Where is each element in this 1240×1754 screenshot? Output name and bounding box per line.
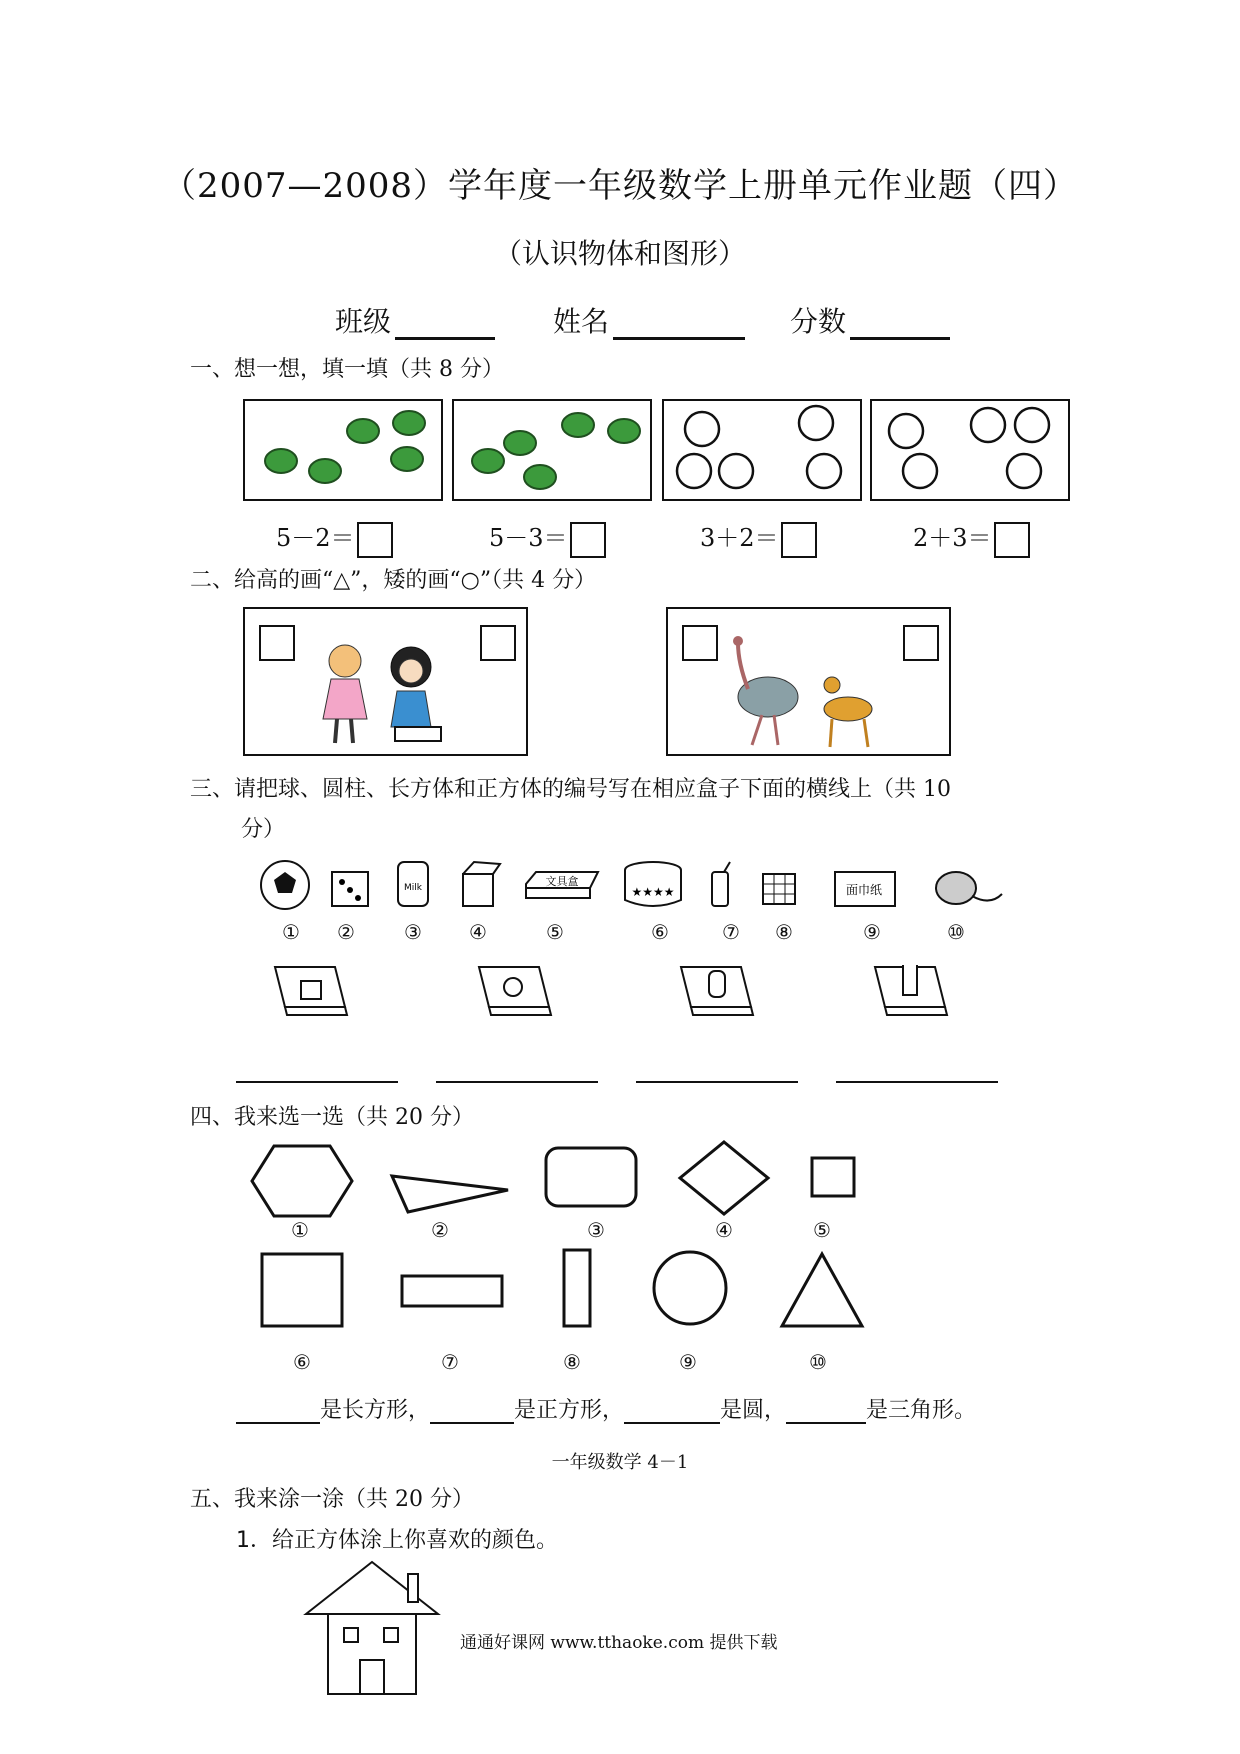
drum-icon xyxy=(625,862,681,906)
shapes-grid xyxy=(240,1138,880,1358)
chick-group-icon xyxy=(664,401,860,499)
can-icon xyxy=(712,862,730,906)
answer-blank[interactable] xyxy=(624,1400,720,1424)
equation-4: 2＋3＝ xyxy=(913,518,1030,558)
answer-box[interactable] xyxy=(682,625,718,661)
chicks-box-1 xyxy=(662,399,862,501)
yarn-ball-icon xyxy=(936,872,1002,904)
turtles-box-1 xyxy=(243,399,443,501)
milk-text: Milk xyxy=(404,883,422,893)
section5-question-1: 1．给正方体涂上你喜欢的颜色。 xyxy=(236,1528,558,1553)
rectangle-shape xyxy=(402,1276,502,1306)
class-blank[interactable] xyxy=(395,307,495,340)
small-square-shape xyxy=(812,1158,854,1196)
answer-box[interactable] xyxy=(781,522,817,558)
hexagon-shape xyxy=(252,1146,352,1216)
cuboid-tray-icon xyxy=(875,965,947,1015)
watermark-text: 通通好课网 www.tthaoke.com 提供下载 xyxy=(460,1633,778,1653)
object-label-8: ⑧ xyxy=(775,920,793,944)
score-field[interactable] xyxy=(790,300,950,340)
shape-label-2: ② xyxy=(431,1218,449,1242)
section3-heading-line1: 三、请把球、圆柱、长方体和正方体的编号写在相应盒子下面的横线上（共 10 xyxy=(190,777,951,802)
girls-picture-box xyxy=(243,607,528,756)
shape-classification-line: 是长方形， 是正方形， 是圆， 是三角形。 xyxy=(236,1393,976,1424)
stars-decoration: ★★★★ xyxy=(631,885,675,899)
answer-line-cuboid[interactable] xyxy=(836,1081,998,1083)
score-label: 分数 xyxy=(790,305,847,338)
object-label-6: ⑥ xyxy=(651,920,669,944)
answer-box[interactable] xyxy=(480,625,516,661)
tissue-text: 面巾纸 xyxy=(845,883,883,897)
answer-line-sphere[interactable] xyxy=(436,1081,598,1083)
shape-label-3: ③ xyxy=(587,1218,605,1242)
object-label-7: ⑦ xyxy=(722,920,740,944)
name-blank[interactable] xyxy=(613,307,745,340)
answer-box[interactable] xyxy=(259,625,295,661)
shape-label-10: ⑩ xyxy=(809,1350,827,1374)
stationery-text: 文具盒 xyxy=(545,875,579,888)
equation-1: 5－2＝ xyxy=(276,518,393,558)
answer-box[interactable] xyxy=(357,522,393,558)
square-shape xyxy=(262,1254,342,1326)
cylinder-tray-icon xyxy=(681,967,753,1015)
chicks-box-2 xyxy=(870,399,1070,501)
pencil-box-icon xyxy=(526,872,598,898)
answer-box[interactable] xyxy=(570,522,606,558)
soccer-ball-icon xyxy=(261,861,309,909)
shape-label-7: ⑦ xyxy=(441,1350,459,1374)
score-blank[interactable] xyxy=(850,307,950,340)
answer-box[interactable] xyxy=(994,522,1030,558)
page-subtitle: （认识物体和图形） xyxy=(493,237,746,270)
dice-icon xyxy=(332,872,368,906)
object-label-4: ④ xyxy=(469,920,487,944)
ostrich-deer-icon xyxy=(728,633,898,753)
tissue-box-icon xyxy=(835,872,895,906)
object-label-3: ③ xyxy=(404,920,422,944)
animals-picture-box xyxy=(666,607,951,756)
section2-heading: 二、给高的画“△”，矮的画“○”（共 4 分） xyxy=(190,568,597,593)
answer-box[interactable] xyxy=(903,625,939,661)
class-label: 班级 xyxy=(335,305,392,338)
turtles-box-2 xyxy=(452,399,652,501)
triangle-shape-2 xyxy=(782,1254,862,1326)
sorting-trays xyxy=(265,965,965,1025)
shape-label-6: ⑥ xyxy=(293,1350,311,1374)
answer-blank[interactable] xyxy=(236,1400,320,1424)
objects-row xyxy=(250,850,1010,920)
shape-label-4: ④ xyxy=(715,1218,733,1242)
shape-label-5: ⑤ xyxy=(813,1218,831,1242)
milk-can-icon xyxy=(398,862,428,906)
object-label-1: ① xyxy=(282,920,300,944)
rounded-rect-shape xyxy=(546,1148,636,1206)
name-label: 姓名 xyxy=(553,305,610,338)
shape-label-9: ⑨ xyxy=(679,1350,697,1374)
class-field[interactable] xyxy=(335,300,495,340)
section1-heading: 一、想一想，填一填（共 8 分） xyxy=(190,357,504,382)
girls-icon xyxy=(305,639,465,751)
chick-group-icon xyxy=(872,401,1068,499)
sphere-tray-icon xyxy=(479,967,551,1015)
circle-shape xyxy=(654,1252,726,1324)
cube-tray-icon xyxy=(275,967,347,1015)
object-label-5: ⑤ xyxy=(546,920,564,944)
page-footer: 一年级数学 4－1 xyxy=(551,1452,689,1473)
answer-blank[interactable] xyxy=(430,1400,514,1424)
equation-2: 5－3＝ xyxy=(489,518,606,558)
shape-label-8: ⑧ xyxy=(563,1350,581,1374)
page-title: （2007—2008）学年度一年级数学上册单元作业题（四） xyxy=(161,166,1079,206)
section3-heading-line2: 分） xyxy=(241,817,286,842)
rubik-cube-icon xyxy=(763,874,795,904)
section4-heading: 四、我来选一选（共 20 分） xyxy=(190,1105,474,1130)
turtle-group-icon xyxy=(454,401,650,499)
house-icon xyxy=(300,1558,450,1698)
object-label-9: ⑨ xyxy=(863,920,881,944)
tall-rectangle-shape xyxy=(564,1250,590,1326)
rhombus-shape xyxy=(680,1142,768,1214)
answer-blank[interactable] xyxy=(786,1400,866,1424)
equation-3: 3＋2＝ xyxy=(700,518,817,558)
name-field[interactable] xyxy=(553,300,745,340)
section5-heading: 五、我来涂一涂（共 20 分） xyxy=(190,1487,474,1512)
answer-line-cylinder[interactable] xyxy=(636,1081,798,1083)
answer-line-cube[interactable] xyxy=(236,1081,398,1083)
object-label-2: ② xyxy=(337,920,355,944)
object-label-10: ⑩ xyxy=(947,920,965,944)
turtle-group-icon xyxy=(245,401,441,499)
open-box-icon xyxy=(463,862,500,906)
shape-label-1: ① xyxy=(291,1218,309,1242)
triangle-shape-1 xyxy=(392,1176,508,1212)
